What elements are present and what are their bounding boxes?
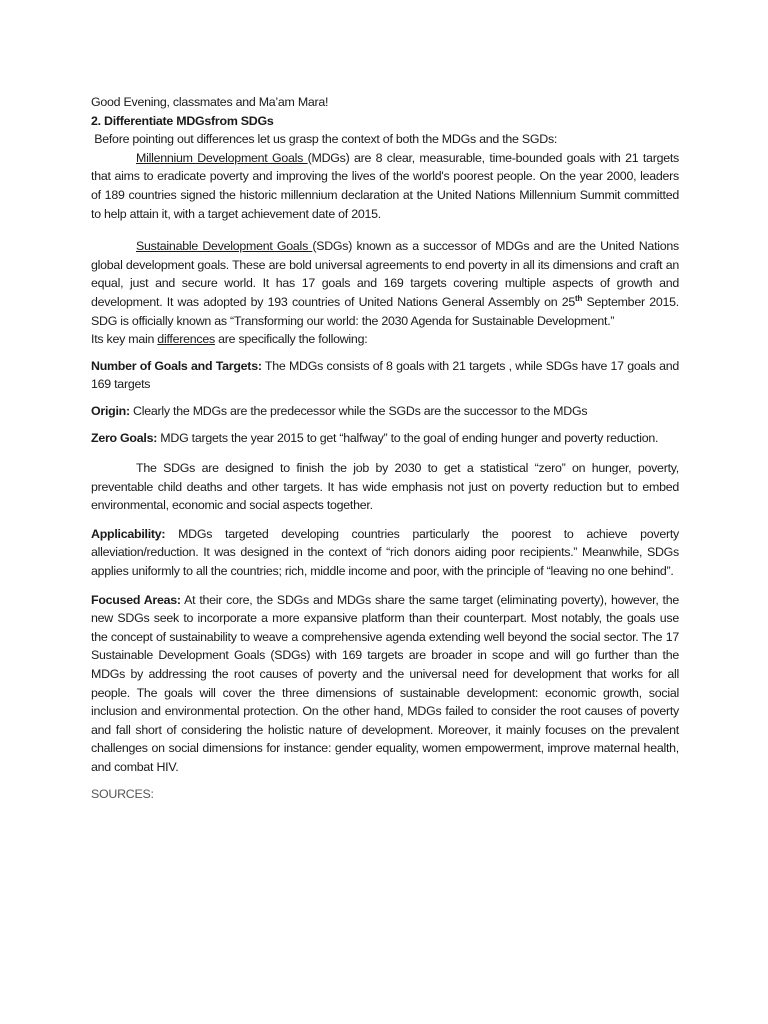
sources-label: SOURCES: xyxy=(91,786,154,801)
sdg-text-1: (SDGs) known as a successor of MDGs and are the United Nations global development goals. These are bold universal agreements to end poverty in all its dimensions and craft an equal, just and secure world. It has 17 goals and 169 targets covering multiple aspects of growth and development. It was adopted by 193 countries of United Nations General Assembly on 25 xyxy=(91,239,679,309)
differences-word: differences xyxy=(157,332,215,347)
point-label: Number of Goals and Targets: xyxy=(91,358,262,373)
point-text: MDG targets the year 2015 to get “halfway” to the goal of ending hunger and poverty reduction. xyxy=(157,430,659,445)
section-heading: 2. Differentiate MDGsfrom SDGs xyxy=(91,113,274,128)
point-zero-goals xyxy=(91,429,679,448)
point-text: Clearly the MDGs are the predecessor while the SGDs are the successor to the MDGs xyxy=(129,403,588,418)
point-text: At their core, the SDGs and MDGs share the same target (eliminating poverty), however, the new SDGs seek to incorporate a more expansive platform than their counterpart. Most notably, the goals use the concept of sustainability to weave a comprehensive agenda extending well beyond the social sector. The 17 Sustainable Development Goals (SDGs) with 169 targets are broader in scope and will go further than the MDGs by addressing the root causes of poverty and the universal need for development that works for all people. The goals will cover the three dimensions of sustainable development: economic growth, social inclusion and environmental protection. On the other hand, MDGs failed to consider the root causes of poverty and fall short of considering the holistic nature of development. Moreover, it mainly focuses on the prevalent challenges on social dimensions for instance: gender equality, women empowerment, improve maternal health, and combat HIV. xyxy=(91,592,683,774)
point-label: Zero Goals: xyxy=(91,430,158,445)
point-label: Origin: xyxy=(91,403,130,418)
sdg-paragraph xyxy=(91,237,683,330)
mdg-term: Millennium Development Goals xyxy=(136,150,308,165)
greeting: Good Evening, classmates and Ma’am Mara! xyxy=(91,95,329,109)
mdg-paragraph xyxy=(91,149,679,223)
point-label: Focused Areas: xyxy=(91,592,181,607)
point-goals-targets xyxy=(91,357,683,394)
point-focused-areas xyxy=(91,591,683,777)
sdg-term: Sustainable Development Goals xyxy=(136,239,313,254)
differences-intro-after: are specifically the following: xyxy=(214,332,368,347)
point-label: Applicability: xyxy=(91,526,166,541)
document-page xyxy=(91,93,683,811)
point-origin xyxy=(91,402,679,421)
mdg-text: (MDGs) are 8 clear, measurable, time-bounded goals with 21 targets that aims to eradicate poverty and improving the lives of the world's poorest people. On the year 2000, leaders of 189 countries signed the historic millennium declaration at the United Nations Millennium Summit committed to help attain it, with a target achievement date of 2015. xyxy=(91,150,679,221)
point-text: MDGs targeted developing countries particularly the poorest to achieve poverty alleviation/reduction. It was designed in the context of “rich donors aiding poor recipients.” Meanwhile, SDGs applies uniformly to all the countries; rich, middle income and poor, with the principle of “leaving no one behind”. xyxy=(91,526,683,579)
sdg-superscript: th xyxy=(575,293,583,303)
point-text: The MDGs consists of 8 goals with 21 targets , while SDGs have 17 goals and 169 targets xyxy=(91,358,683,392)
zero-goals-followup: The SDGs are designed to finish the job by 2030 to get a statistical “zero” on hunger, poverty, preventable child deaths and other targets. It has wide emphasis not just on poverty reduction but to embed environmental, economic and social aspects together. xyxy=(91,461,679,513)
point-applicability xyxy=(91,525,683,581)
differences-intro xyxy=(91,330,679,349)
intro-paragraph: Before pointing out differences let us grasp the context of both the MDGs and the SGDs: xyxy=(91,132,558,147)
differences-intro-before: Its key main xyxy=(91,332,158,347)
sdg-text-2: September 2015. SDG is officially known as “Transforming our world: the 2030 Agenda for Sustainable Development.” xyxy=(91,294,683,328)
